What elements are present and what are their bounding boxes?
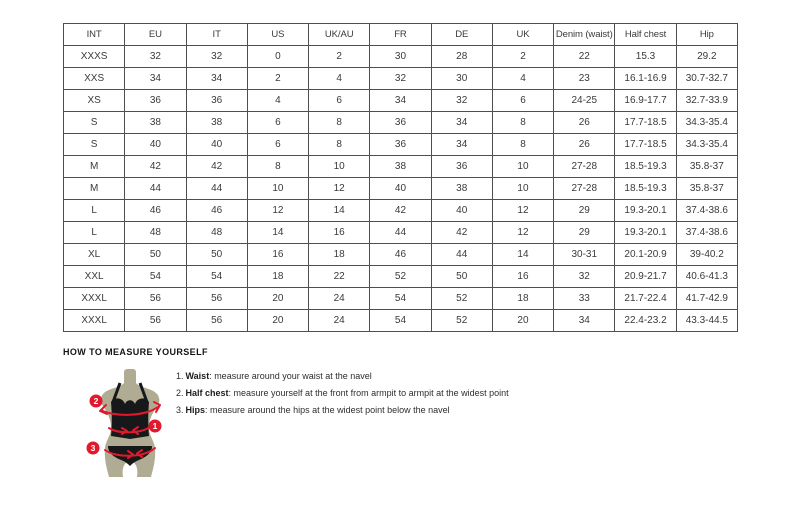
column-header: DE [431,24,492,46]
table-cell: 54 [125,266,186,288]
table-cell: 42 [125,156,186,178]
table-cell: 37.4-38.6 [676,222,737,244]
badge-1-icon [149,420,162,433]
table-cell: 14 [492,244,553,266]
table-cell: 38 [431,178,492,200]
table-cell: 38 [370,156,431,178]
step-label: Waist [185,371,210,381]
table-cell: 52 [431,310,492,332]
table-cell: 36 [186,90,247,112]
table-cell: 6 [492,90,553,112]
table-cell: 10 [492,178,553,200]
table-cell: 26 [554,134,615,156]
table-cell: XL [64,244,125,266]
table-cell: 6 [247,134,308,156]
table-row [64,288,738,310]
table-cell: 16.9-17.7 [615,90,676,112]
table-cell: 29 [554,200,615,222]
table-cell: 18.5-19.3 [615,156,676,178]
table-cell: 23 [554,68,615,90]
column-header: Half chest [615,24,676,46]
table-cell: 21.7-22.4 [615,288,676,310]
table-cell: 2 [247,68,308,90]
badge-2-icon [90,395,103,408]
table-cell: 42 [370,200,431,222]
table-cell: 34.3-35.4 [676,134,737,156]
column-header: UK/AU [309,24,370,46]
table-cell: 20 [247,310,308,332]
table-cell: 34 [554,310,615,332]
table-cell: 40 [186,134,247,156]
table-cell: 40 [431,200,492,222]
table-cell: 54 [370,288,431,310]
table-cell: 43.3-44.5 [676,310,737,332]
table-cell: 42 [431,222,492,244]
table-cell: 12 [492,200,553,222]
table-cell: 34 [370,90,431,112]
size-chart-body [64,46,738,332]
table-cell: 36 [370,134,431,156]
table-cell: 38 [125,112,186,134]
table-cell: 39-40.2 [676,244,737,266]
table-cell: XXXL [64,310,125,332]
table-cell: 42 [186,156,247,178]
step-text: : measure around your waist at the navel [209,371,372,381]
table-cell: 22 [554,46,615,68]
svg-text:2: 2 [93,396,99,406]
table-cell: XXXS [64,46,125,68]
table-cell: 2 [492,46,553,68]
column-header: UK [492,24,553,46]
column-header: Denim (waist) [554,24,615,46]
table-cell: 2 [309,46,370,68]
measure-section-heading: HOW TO MEASURE YOURSELF [63,347,208,357]
table-cell: 8 [492,112,553,134]
table-cell: 36 [431,156,492,178]
column-header: US [247,24,308,46]
table-cell: M [64,156,125,178]
table-cell: 18.5-19.3 [615,178,676,200]
table-cell: 44 [370,222,431,244]
table-cell: 56 [125,288,186,310]
table-row [64,90,738,112]
table-cell: 12 [247,200,308,222]
table-cell: 10 [247,178,308,200]
table-cell: 18 [309,244,370,266]
table-cell: 4 [492,68,553,90]
table-cell: 20.1-20.9 [615,244,676,266]
table-cell: 52 [370,266,431,288]
measure-step-hips [176,405,509,422]
table-cell: 36 [125,90,186,112]
table-cell: 35.8-37 [676,178,737,200]
table-cell: 10 [492,156,553,178]
table-cell: 36 [370,112,431,134]
table-cell: 16 [309,222,370,244]
table-cell: 16.1-16.9 [615,68,676,90]
table-cell: 32 [125,46,186,68]
table-cell: 56 [186,310,247,332]
step-label: Half chest [185,388,229,398]
table-cell: 14 [247,222,308,244]
table-header-row [64,24,738,46]
table-cell: 17.7-18.5 [615,134,676,156]
step-number: 1. [176,371,184,381]
measure-step-waist [176,371,509,388]
table-row [64,244,738,266]
table-cell: XXL [64,266,125,288]
table-cell: 8 [309,134,370,156]
table-cell: 54 [186,266,247,288]
table-cell: 8 [309,112,370,134]
svg-text:1: 1 [152,421,158,431]
table-cell: L [64,222,125,244]
column-header: IT [186,24,247,46]
table-cell: 44 [186,178,247,200]
table-cell: 56 [186,288,247,310]
table-cell: 18 [247,266,308,288]
table-cell: S [64,112,125,134]
table-cell: 32.7-33.9 [676,90,737,112]
table-cell: 40 [370,178,431,200]
table-cell: 50 [186,244,247,266]
table-cell: XXS [64,68,125,90]
table-cell: 12 [492,222,553,244]
table-cell: 46 [125,200,186,222]
table-cell: 8 [247,156,308,178]
table-cell: 32 [186,46,247,68]
column-header: EU [125,24,186,46]
table-cell: 50 [431,266,492,288]
table-cell: 32 [431,90,492,112]
table-cell: 56 [125,310,186,332]
table-cell: 41.7-42.9 [676,288,737,310]
table-cell: 14 [309,200,370,222]
table-cell: 6 [247,112,308,134]
table-cell: 16 [247,244,308,266]
table-cell: 32 [554,266,615,288]
table-cell: 34 [125,68,186,90]
table-cell: 44 [431,244,492,266]
table-cell: 40 [125,134,186,156]
table-cell: 32 [370,68,431,90]
table-cell: 24-25 [554,90,615,112]
size-chart-header [64,24,738,46]
measure-step-half-chest [176,388,509,405]
table-cell: 27-28 [554,178,615,200]
table-cell: 30 [431,68,492,90]
column-header: Hip [676,24,737,46]
table-cell: 34.3-35.4 [676,112,737,134]
table-cell: 18 [492,288,553,310]
step-text: : measure around the hips at the widest point below the navel [205,405,450,415]
table-cell: 54 [370,310,431,332]
table-cell: 24 [309,310,370,332]
table-cell: 34 [431,112,492,134]
table-cell: 50 [125,244,186,266]
table-row [64,134,738,156]
table-cell: 33 [554,288,615,310]
table-cell: 30-31 [554,244,615,266]
table-cell: 8 [492,134,553,156]
table-cell: 4 [309,68,370,90]
table-row [64,156,738,178]
table-cell: 19.3-20.1 [615,222,676,244]
table-cell: 46 [186,200,247,222]
table-cell: 19.3-20.1 [615,200,676,222]
table-row [64,266,738,288]
table-cell: 6 [309,90,370,112]
table-cell: S [64,134,125,156]
measure-steps [176,371,509,422]
table-row [64,200,738,222]
table-cell: 20 [247,288,308,310]
table-cell: 17.7-18.5 [615,112,676,134]
table-cell: 29.2 [676,46,737,68]
table-row [64,222,738,244]
table-row [64,178,738,200]
table-cell: 12 [309,178,370,200]
table-cell: 24 [309,288,370,310]
table-cell: 34 [186,68,247,90]
table-cell: 38 [186,112,247,134]
step-number: 3. [176,405,184,415]
table-row [64,112,738,134]
measurement-illustration [78,369,182,481]
table-cell: 40.6-41.3 [676,266,737,288]
table-cell: 29 [554,222,615,244]
table-cell: M [64,178,125,200]
table-cell: 20 [492,310,553,332]
table-cell: 44 [125,178,186,200]
table-cell: 35.8-37 [676,156,737,178]
table-cell: 10 [309,156,370,178]
table-cell: 0 [247,46,308,68]
step-label: Hips [185,405,206,415]
table-cell: 20.9-21.7 [615,266,676,288]
table-cell: 28 [431,46,492,68]
table-cell: XXXL [64,288,125,310]
svg-text:3: 3 [90,443,96,453]
table-row [64,46,738,68]
table-cell: 48 [186,222,247,244]
table-cell: XS [64,90,125,112]
table-cell: 30.7-32.7 [676,68,737,90]
table-cell: 27-28 [554,156,615,178]
table-cell: 52 [431,288,492,310]
table-cell: 37.4-38.6 [676,200,737,222]
table-row [64,310,738,332]
column-header: FR [370,24,431,46]
column-header: INT [64,24,125,46]
badge-3-icon [87,442,100,455]
step-text: : measure yourself at the front from armpit to armpit at the widest point [228,388,509,398]
size-chart-table [63,23,738,332]
table-cell: 26 [554,112,615,134]
table-cell: 48 [125,222,186,244]
table-cell: 15.3 [615,46,676,68]
table-cell: 16 [492,266,553,288]
table-cell: 22 [309,266,370,288]
table-cell: L [64,200,125,222]
table-cell: 34 [431,134,492,156]
step-number: 2. [176,388,184,398]
table-row [64,68,738,90]
table-cell: 4 [247,90,308,112]
table-cell: 22.4-23.2 [615,310,676,332]
table-cell: 30 [370,46,431,68]
table-cell: 46 [370,244,431,266]
